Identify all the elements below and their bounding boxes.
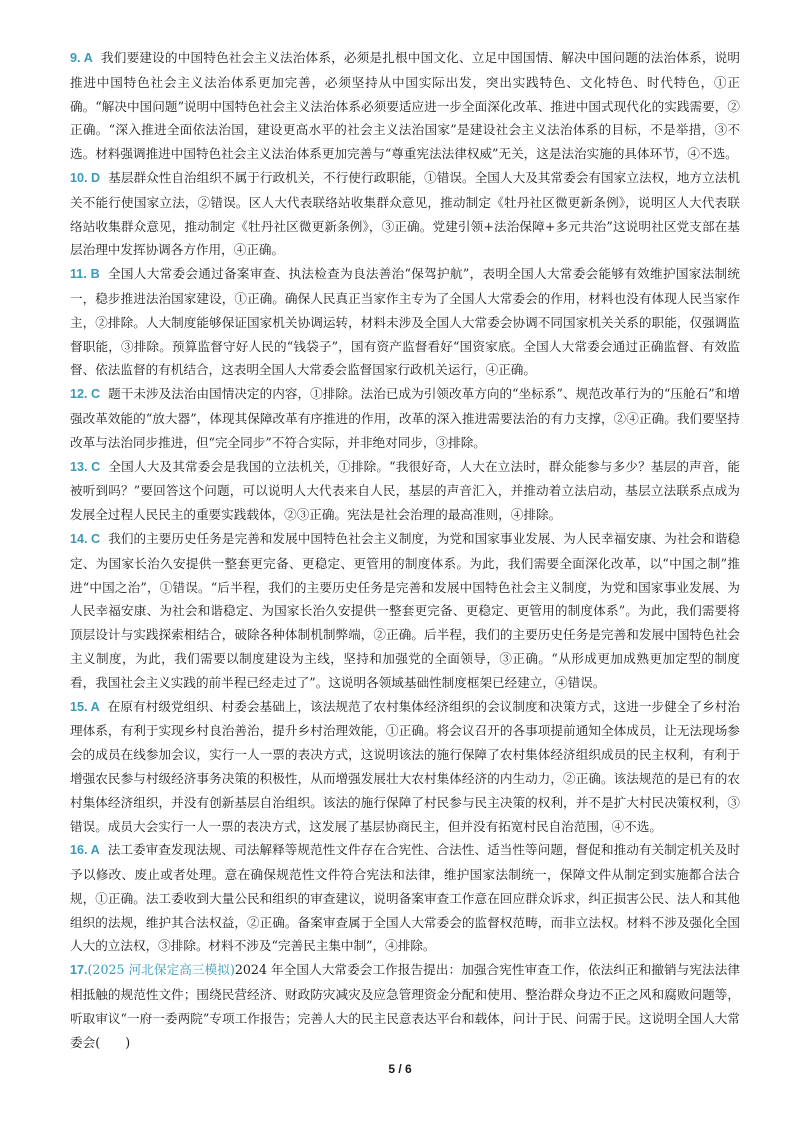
answer-item-11 (70, 262, 740, 382)
answer-number: 16. A (70, 843, 100, 858)
answer-item-9 (70, 46, 740, 166)
answer-text: 法工委审查发现法规、司法解释等规范性文件存在合宪性、合法性、适当性等问题，督促和推动有关制定机关及时予以修改、废止或者处理。意在确保规范性文件符合宪法和法律，维护国家法制统一，保障文件从制定到实施都合法合规，①正确。法工委收到大量公民和组织的审查建议，说明备案审查工作意在回应群众诉求，纠正损害公民、法人和其他组织的法规，维护其合法权益，②正确。备案审查属于全国人大常委会的监督权范畴，而非立法权。材料不涉及强化全国人大的立法权，③排除。材料不涉及“完善民主集中制”，④排除。 (70, 842, 740, 954)
answer-number: 13. C (70, 459, 101, 474)
answer-item-10 (70, 166, 740, 262)
answer-item-12 (70, 382, 740, 454)
question-item-17 (70, 958, 740, 1054)
answer-item-16 (70, 838, 740, 958)
answer-item-14 (70, 527, 740, 695)
answer-text: 全国人大及其常委会是我国的立法机关，①排除。“我很好奇，人大在立法时，群众能参与多少？基层的声音，能被听到吗？”要回答这个问题，可以说明人大代表来自人民，基层的声音汇入，并推动着立法启动，基层立法联系点成为发展全过程人民民主的重要实践载体，②③正确。宪法是社会治理的最高准则，④排除。 (70, 458, 740, 523)
answer-number: 10. D (70, 170, 101, 185)
answer-number: 14. C (70, 531, 101, 546)
answer-text: 我们要建设的中国特色社会主义法治体系，必须是扎根中国文化、立足中国国情、解决中国问题的法治体系，说明推进中国特色社会主义法治体系更加完善，必须坚持从中国实际出发，突出实践特色、文化特色、时代特色，①正确。“解决中国问题”说明中国特色社会主义法治体系必须要适应进一步全面深化改革、推进中国式现代化的实践需要，②正确。“深入推进全面依法治国，建设更高水平的社会主义法治国家”是建设社会主义法治体系的目标，不是举措，③不选。材料强调推进中国特色社会主义法治体系更加完善与“尊重宪法法律权威”无关，这是法治实施的具体环节，④不选。 (70, 50, 740, 162)
answer-number: 15. A (70, 699, 100, 714)
answer-text: 在原有村级党组织、村委会基础上，该法规范了农村集体经济组织的会议制度和决策方式，这进一步健全了乡村治理体系，有利于实现乡村良治善治，提升乡村治理效能，①正确。将会议召开的各事项提前通知全体成员，让无法现场参会的成员在线参加会议，实行一人一票的表决方式，这说明该法的施行保障了农村集体经济组织成员的民主权利，有利于增强农民参与村级经济事务决策的积极性，从而增强发展壮大农村集体经济的内生动力，②正确。该法规范的是已有的农村集体经济组织，并没有创新基层自治组织。该法的施行保障了村民参与民主决策的权利，并不是扩大村民决策权利，③错误。成员大会实行一人一票的表决方式，这发展了基层协商民主，但并没有拓宽村民自治范围，④不选。 (70, 698, 740, 834)
answer-text: 题干未涉及法治由国情决定的内容，①排除。法治已成为引领改革方向的“坐标系”、规范改革行为的“压舱石”和增强改革效能的“放大器”，体现其保障改革有序推进的作用，改革的深入推进需要法治的有力支撑，②④正确。我们要坚持改革与法治同步推进，但“完全同步”不符合实际，并非绝对同步，③排除。 (70, 386, 740, 450)
answer-text: 基层群众性自治组织不属于行政机关，不行使行政职能，①错误。全国人大及其常委会有国家立法权，地方立法机关不能行使国家立法，②错误。区人大代表联络站收集群众意见，推动制定《牡丹社区微更新条例》，说明区人大代表联络站收集群众意见，推动制定《牡丹社区微更新条例》，③正确。党建引领+法治保障+多元共治”这说明社区党支部在基层治理中发挥协调各方作用，④正确。 (70, 169, 741, 258)
answer-number: 9. A (70, 51, 93, 65)
answer-number: 11. B (70, 267, 100, 282)
answer-text: 我们的主要历史任务是完善和发展中国特色社会主义制度，为党和国家事业发展、为人民幸福安康、为社会和谐稳定、为国家长治久安提供一整套更完备、更稳定、更管用的制度体系。为此，我们需要全面深化改革，以“中国之制”推进“中国之治”，①错误。“后半程，我们的主要历史任务是完善和发展中国特色社会主义制度，为党和国家事业发展、为人民幸福安康、为社会和谐稳定、为国家长治久安提供一整套更完备、更稳定、更管用的制度体系”。为此，我们需要将顶层设计与实践探索相结合，破除各种体制机制弊端，②正确。后半程，我们的主要历史任务是完善和发展中国特色社会主义制度，为此，我们需要以制度建设为主线，坚持和加强党的全面领导，③正确。“从形成更加成熟更加定型的制度看，我国社会主义实践的前半程已经走过了”。这说明各领域基础性制度框架已经建立，④错误。 (70, 530, 741, 690)
page-number: 5 / 6 (388, 1062, 412, 1076)
question-text: 2024 年全国人大常委会工作报告提出：加强合宪性审查工作，依法纠正和撤销与宪法法律相抵触的规范性文件；围绕民营经济、财政防灾减灾及应急管理资金分配和使用、整治群众身边不正之风和腐败问题等，听取审议“一府一委两院”专项工作报告；完善人大的民主民意表达平台和载体，问计于民、问需于民。这说明全国人大常委会( ) (70, 962, 740, 1050)
answer-number: 12. C (70, 387, 101, 402)
answer-item-13 (70, 455, 740, 527)
answer-item-15 (70, 695, 740, 839)
question-source: (2025 河北保定高三模拟) (87, 962, 235, 978)
answer-list (70, 46, 740, 1054)
question-number: 17. (70, 963, 88, 978)
answer-text: 全国人大常委会通过备案审查、执法检查为良法善治“保驾护航”，表明全国人大常委会能够有效维护国家法制统一，稳步推进法治国家建设，①正确。确保人民真正当家作主专为了全国人大常委会的作用，材料也没有体现人民当家作主，②排除。人大制度能够保证国家机关协调运转，材料未涉及全国人大常委会协调不同国家机关关系的职能，仅强调监督职能，③排除。预算监督守好人民的“钱袋子”，国有资产监督看好“国资家底。全国人大常委会通过正确监督、有效监督、依法监督的有机结合，这表明全国人大常委会监督国家行政机关运行，④正确。 (70, 266, 741, 378)
